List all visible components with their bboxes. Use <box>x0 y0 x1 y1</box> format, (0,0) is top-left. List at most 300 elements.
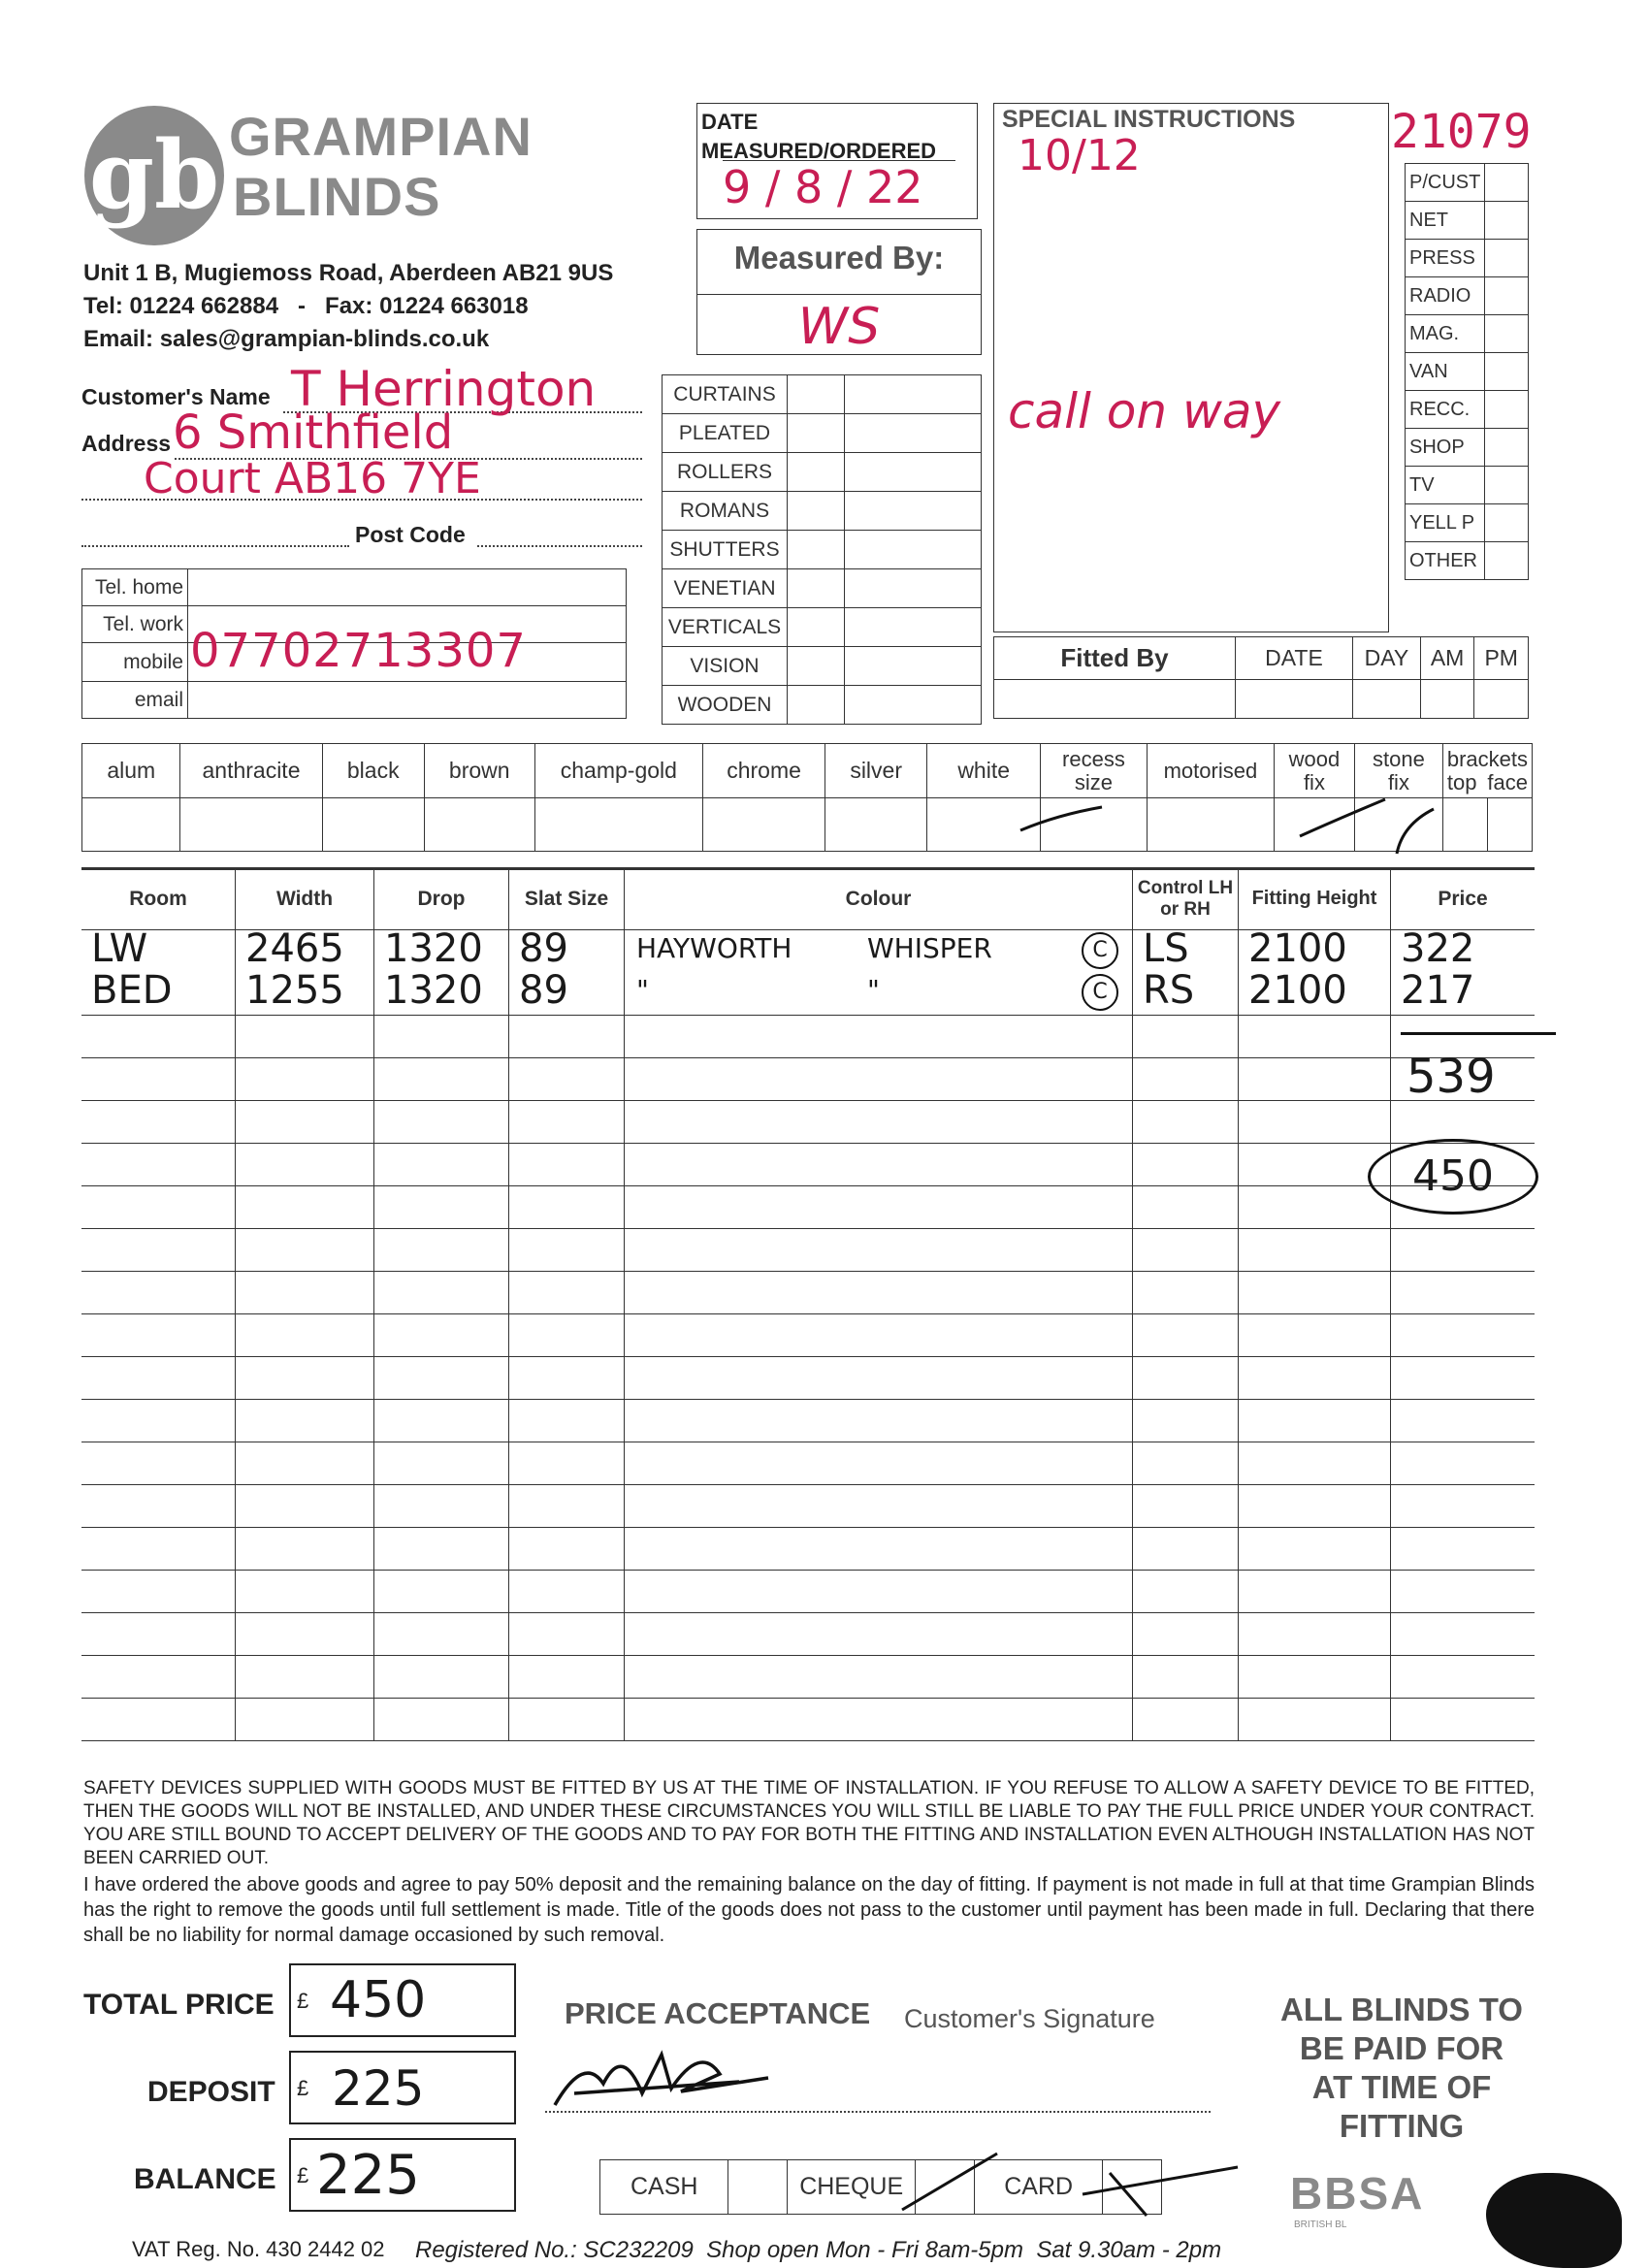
table-row <box>81 1698 1535 1740</box>
colour-option-checkbox[interactable] <box>824 798 926 852</box>
cell-control[interactable] <box>1133 925 1239 972</box>
fitted-date-label: DATE <box>1236 637 1353 680</box>
cell-width[interactable] <box>236 1100 374 1143</box>
cell-slat[interactable] <box>509 1399 625 1442</box>
special-instructions-date[interactable]: 10/12 <box>1018 131 1141 180</box>
email-field[interactable] <box>188 682 627 719</box>
cell-drop[interactable] <box>374 925 509 972</box>
cell-control[interactable] <box>1133 1143 1239 1185</box>
room-value: BED <box>91 968 173 1013</box>
table-row <box>81 1143 1535 1185</box>
cell-drop[interactable] <box>374 1057 509 1100</box>
source-code-label: TV <box>1406 467 1485 504</box>
product-type-qty[interactable] <box>788 608 845 647</box>
source-code-row <box>1406 467 1529 504</box>
cell-room[interactable] <box>81 1442 236 1484</box>
cell-colour[interactable] <box>625 1015 1133 1057</box>
deposit-label: DEPOSIT <box>147 2076 275 2108</box>
cell-slat[interactable] <box>509 1570 625 1612</box>
cell-slat[interactable] <box>509 1271 625 1313</box>
cell-control[interactable] <box>1133 1612 1239 1655</box>
fitted-day-field[interactable] <box>1353 680 1421 719</box>
drop-value: 1320 <box>384 968 483 1013</box>
notice-line4: FITTING <box>1339 2108 1465 2144</box>
cell-price[interactable] <box>1391 925 1536 972</box>
product-type-qty[interactable] <box>788 453 845 492</box>
colour-option-silver: silver <box>824 744 926 798</box>
cell-colour[interactable] <box>625 929 1133 972</box>
product-type-row <box>663 492 982 531</box>
cell-control[interactable] <box>1133 1100 1239 1143</box>
cell-slat[interactable] <box>509 1228 625 1271</box>
brackets-top-label: top <box>1446 769 1477 794</box>
balance-label: BALANCE <box>134 2163 276 2195</box>
cell-width[interactable] <box>236 1527 374 1570</box>
fitted-by-field[interactable] <box>994 680 1236 719</box>
cell-colour[interactable] <box>625 1271 1133 1313</box>
table-row <box>81 1100 1535 1143</box>
cell-width[interactable] <box>236 1399 374 1442</box>
customer-signature[interactable] <box>545 2035 778 2122</box>
address-value-line2[interactable]: Court AB16 7YE <box>144 454 481 503</box>
cell-drop[interactable] <box>374 1484 509 1527</box>
cell-price[interactable] <box>1391 1228 1536 1271</box>
colour-option-checkbox[interactable] <box>424 798 534 852</box>
cell-fitting[interactable] <box>1239 925 1391 972</box>
product-type-qty[interactable] <box>788 569 845 608</box>
fitted-pm-field[interactable] <box>1474 680 1529 719</box>
recess-size-option-checkbox[interactable] <box>1040 798 1147 852</box>
source-code-checkbox[interactable] <box>1485 542 1529 580</box>
table-row <box>81 1356 1535 1399</box>
cell-drop[interactable] <box>374 1143 509 1185</box>
balance-value: 225 <box>316 2144 420 2207</box>
cell-room[interactable] <box>81 1612 236 1655</box>
cell-control[interactable] <box>1133 1655 1239 1698</box>
source-code-label: VAN <box>1406 353 1485 391</box>
cell-price[interactable] <box>1391 1655 1536 1698</box>
source-code-row <box>1406 429 1529 467</box>
cheque-checkbox[interactable] <box>916 2160 975 2215</box>
cell-control[interactable] <box>1133 1228 1239 1271</box>
cell-colour[interactable] <box>625 1185 1133 1228</box>
postcode-line-left <box>81 545 349 547</box>
col-room: Room <box>81 869 236 929</box>
mobile-value: 07702713307 <box>190 624 527 678</box>
cell-drop[interactable] <box>374 1228 509 1271</box>
cell-fitting[interactable] <box>1239 1313 1391 1356</box>
cash-checkbox[interactable] <box>728 2160 788 2215</box>
product-type-qty[interactable] <box>788 686 845 725</box>
cell-control[interactable] <box>1133 1356 1239 1399</box>
table-row <box>81 972 1535 1015</box>
col-control: Control LH or RH <box>1133 869 1239 929</box>
cell-price[interactable] <box>1391 1100 1536 1143</box>
product-type-notes[interactable] <box>845 414 982 453</box>
fitting-value: 2100 <box>1248 968 1347 1013</box>
cell-colour[interactable] <box>625 1442 1133 1484</box>
card-checkbox[interactable] <box>1103 2160 1162 2215</box>
product-type-notes[interactable] <box>845 492 982 531</box>
cell-price[interactable] <box>1391 1313 1536 1356</box>
cell-room[interactable] <box>81 1484 236 1527</box>
cell-room[interactable] <box>81 1100 236 1143</box>
cell-fitting[interactable] <box>1239 1356 1391 1399</box>
source-code-row <box>1406 277 1529 315</box>
cell-slat[interactable] <box>509 1313 625 1356</box>
table-row <box>81 1015 1535 1057</box>
cell-fitting[interactable] <box>1239 968 1391 1015</box>
cell-price[interactable] <box>1391 1484 1536 1527</box>
cell-drop[interactable] <box>374 1100 509 1143</box>
colour-option-white: white <box>927 744 1041 798</box>
product-type-label: CURTAINS <box>663 375 788 414</box>
date-box <box>696 103 978 219</box>
bracket-face-checkbox[interactable] <box>1488 798 1532 851</box>
subtotal-rule <box>1401 1032 1556 1035</box>
cell-slat[interactable] <box>509 1527 625 1570</box>
cell-colour[interactable] <box>625 1527 1133 1570</box>
brackets-checkbox[interactable] <box>1442 798 1532 852</box>
colour-option-checkbox[interactable] <box>180 798 322 852</box>
address-value-line1[interactable]: 6 Smithfield <box>173 405 454 460</box>
table-row <box>81 1527 1535 1570</box>
product-type-qty[interactable] <box>788 375 845 414</box>
cell-room[interactable] <box>81 1655 236 1698</box>
product-type-notes[interactable] <box>845 375 982 414</box>
company-name-line2: BLINDS <box>233 166 441 227</box>
cash-label: CASH <box>600 2160 728 2215</box>
cell-drop[interactable] <box>374 1015 509 1057</box>
cell-fitting[interactable] <box>1239 1271 1391 1313</box>
cell-fitting[interactable] <box>1239 1185 1391 1228</box>
product-type-row <box>663 608 982 647</box>
source-code-checkbox[interactable] <box>1485 353 1529 391</box>
cell-room[interactable] <box>81 1143 236 1185</box>
colour-option-checkbox[interactable] <box>703 798 825 852</box>
date-value[interactable]: 9 / 8 / 22 <box>723 160 955 213</box>
cell-slat[interactable] <box>509 1698 625 1740</box>
cell-drop[interactable] <box>374 1698 509 1740</box>
cell-slat[interactable] <box>509 1015 625 1057</box>
source-code-checkbox[interactable] <box>1485 504 1529 542</box>
cell-width[interactable] <box>236 1228 374 1271</box>
cell-price[interactable] <box>1391 1399 1536 1442</box>
cell-control[interactable] <box>1133 1399 1239 1442</box>
source-code-row <box>1406 164 1529 202</box>
drop-value: 1320 <box>384 925 483 971</box>
product-type-notes[interactable] <box>845 531 982 569</box>
cell-slat[interactable] <box>509 1442 625 1484</box>
cell-fitting[interactable] <box>1239 1655 1391 1698</box>
cell-width[interactable] <box>236 1484 374 1527</box>
colour-option-checkbox[interactable] <box>82 798 180 852</box>
colour-mark-circled: C <box>1082 932 1118 969</box>
table-row <box>81 1484 1535 1527</box>
total-price-box[interactable] <box>289 1963 516 2037</box>
cell-width[interactable] <box>236 1057 374 1100</box>
cell-room[interactable] <box>81 1185 236 1228</box>
cell-colour[interactable] <box>625 1399 1133 1442</box>
brackets-sub-labels <box>1447 771 1528 794</box>
fitting-value: 2100 <box>1248 925 1347 971</box>
fitted-pm-label: PM <box>1474 637 1529 680</box>
cell-slat[interactable] <box>509 1185 625 1228</box>
colour-option-anthracite: anthracite <box>180 744 322 798</box>
cell-drop[interactable] <box>374 1399 509 1442</box>
colour-mark-circled: C <box>1082 974 1118 1011</box>
cell-control[interactable] <box>1133 1570 1239 1612</box>
cell-room[interactable] <box>81 1057 236 1100</box>
payment-methods-table <box>599 2159 1162 2215</box>
cell-control[interactable] <box>1133 1015 1239 1057</box>
cell-colour[interactable] <box>625 1228 1133 1271</box>
cell-colour[interactable] <box>625 1100 1133 1143</box>
source-code-checkbox[interactable] <box>1485 429 1529 467</box>
cell-drop[interactable] <box>374 1271 509 1313</box>
cell-drop[interactable] <box>374 1356 509 1399</box>
cell-price[interactable] <box>1391 1527 1536 1570</box>
cell-colour[interactable] <box>625 1313 1133 1356</box>
cell-room[interactable] <box>81 1527 236 1570</box>
cell-room[interactable] <box>81 1015 236 1057</box>
product-type-label: VENETIAN <box>663 569 788 608</box>
cell-colour[interactable] <box>625 1057 1133 1100</box>
cell-width[interactable] <box>236 1271 374 1313</box>
cell-width[interactable] <box>236 1185 374 1228</box>
bbsa-caption: BRITISH BL <box>1294 2219 1347 2230</box>
colour-value-a: " <box>636 974 649 1006</box>
product-type-label: ROMANS <box>663 492 788 531</box>
cell-room[interactable] <box>81 1356 236 1399</box>
colour-option-checkbox[interactable] <box>534 798 703 852</box>
control-value: RS <box>1143 968 1195 1013</box>
product-type-qty[interactable] <box>788 531 845 569</box>
fitted-am-field[interactable] <box>1420 680 1474 719</box>
cell-control[interactable] <box>1133 1442 1239 1484</box>
product-type-qty[interactable] <box>788 492 845 531</box>
special-instructions-note[interactable]: call on way <box>1008 383 1281 439</box>
postcode-label: Post Code <box>355 522 466 547</box>
cell-fitting[interactable] <box>1239 1442 1391 1484</box>
balance-box[interactable] <box>289 2138 516 2212</box>
customer-name-label: Customer's Name <box>81 384 271 409</box>
cell-slat[interactable] <box>509 1612 625 1655</box>
cell-room[interactable] <box>81 1399 236 1442</box>
cell-width[interactable] <box>236 1442 374 1484</box>
cell-fitting[interactable] <box>1239 1399 1391 1442</box>
source-code-label: NET <box>1406 202 1485 240</box>
product-type-notes[interactable] <box>845 608 982 647</box>
stone-fix-option-checkbox[interactable] <box>1355 798 1443 852</box>
price-value: 322 <box>1401 925 1475 971</box>
colour-option-checkbox[interactable] <box>927 798 1041 852</box>
cell-width[interactable] <box>236 925 374 972</box>
cell-drop[interactable] <box>374 1612 509 1655</box>
cell-slat[interactable] <box>509 925 625 972</box>
cell-control[interactable] <box>1133 1698 1239 1740</box>
source-code-checkbox[interactable] <box>1485 202 1529 240</box>
cell-control[interactable] <box>1133 968 1239 1015</box>
cell-room[interactable] <box>81 968 236 1015</box>
motorised-option-checkbox[interactable] <box>1147 798 1274 852</box>
cell-fitting[interactable] <box>1239 1698 1391 1740</box>
fitted-date-field[interactable] <box>1236 680 1353 719</box>
cell-price[interactable] <box>1391 1698 1536 1740</box>
measured-by-value[interactable]: WS <box>797 298 881 356</box>
cell-control[interactable] <box>1133 1185 1239 1228</box>
cell-fitting[interactable] <box>1239 1527 1391 1570</box>
total-currency: £ <box>297 1989 309 2013</box>
product-type-label: WOODEN <box>663 686 788 725</box>
cell-width[interactable] <box>236 1313 374 1356</box>
cell-room[interactable] <box>81 1698 236 1740</box>
cell-fitting[interactable] <box>1239 1570 1391 1612</box>
cell-price[interactable] <box>1391 1356 1536 1399</box>
width-value: 1255 <box>245 968 344 1013</box>
source-code-checkbox[interactable] <box>1485 164 1529 202</box>
cell-slat[interactable] <box>509 1100 625 1143</box>
tel-home-field[interactable] <box>188 569 627 606</box>
source-code-label: YELL P <box>1406 504 1485 542</box>
cell-price[interactable] <box>1391 1442 1536 1484</box>
cell-price[interactable] <box>1391 1612 1536 1655</box>
total-price-value: 450 <box>330 1971 427 2029</box>
product-type-notes[interactable] <box>845 686 982 725</box>
colour-value-b: " <box>867 974 880 1006</box>
product-type-qty[interactable] <box>788 414 845 453</box>
cell-control[interactable] <box>1133 1484 1239 1527</box>
cell-price[interactable] <box>1391 1271 1536 1313</box>
cell-room[interactable] <box>81 1271 236 1313</box>
cell-width[interactable] <box>236 1015 374 1057</box>
deposit-currency: £ <box>297 2076 309 2100</box>
deposit-value: 225 <box>332 2060 425 2117</box>
source-code-row <box>1406 504 1529 542</box>
cell-slat[interactable] <box>509 1143 625 1185</box>
cell-slat[interactable] <box>509 1484 625 1527</box>
cell-width[interactable] <box>236 1655 374 1698</box>
product-type-notes[interactable] <box>845 647 982 686</box>
cell-control[interactable] <box>1133 1271 1239 1313</box>
source-code-checkbox[interactable] <box>1485 315 1529 353</box>
source-code-checkbox[interactable] <box>1485 467 1529 504</box>
cell-slat[interactable] <box>509 1356 625 1399</box>
table-row <box>81 1271 1535 1313</box>
cell-fitting[interactable] <box>1239 1228 1391 1271</box>
fitted-by-table <box>993 636 1529 719</box>
cell-drop[interactable] <box>374 1442 509 1484</box>
product-type-label: VISION <box>663 647 788 686</box>
product-type-notes[interactable] <box>845 453 982 492</box>
col-width: Width <box>236 869 374 929</box>
subtotal-value[interactable]: 539 <box>1406 1050 1496 1104</box>
cell-slat[interactable] <box>509 968 625 1015</box>
cell-fitting[interactable] <box>1239 1057 1391 1100</box>
cell-colour[interactable] <box>625 1570 1133 1612</box>
colour-option-checkbox[interactable] <box>322 798 424 852</box>
source-code-checkbox[interactable] <box>1485 240 1529 277</box>
postcode-line-right <box>477 545 642 547</box>
slat-value: 89 <box>519 968 568 1013</box>
cell-slat[interactable] <box>509 1655 625 1698</box>
cell-drop[interactable] <box>374 1527 509 1570</box>
cell-colour[interactable] <box>625 1484 1133 1527</box>
product-type-notes[interactable] <box>845 569 982 608</box>
fitted-day-label: DAY <box>1353 637 1421 680</box>
cell-colour[interactable] <box>625 1698 1133 1740</box>
cell-room[interactable] <box>81 925 236 972</box>
cell-width[interactable] <box>236 1570 374 1612</box>
cell-drop[interactable] <box>374 968 509 1015</box>
source-code-checkbox[interactable] <box>1485 391 1529 429</box>
fitted-by-label: Fitted By <box>994 637 1236 680</box>
cell-fitting[interactable] <box>1239 1612 1391 1655</box>
cell-width[interactable] <box>236 968 374 1015</box>
cell-colour[interactable] <box>625 1655 1133 1698</box>
cell-colour[interactable] <box>625 1612 1133 1655</box>
bracket-top-checkbox[interactable] <box>1443 798 1488 851</box>
cell-colour[interactable] <box>625 1143 1133 1185</box>
cell-colour[interactable] <box>625 1356 1133 1399</box>
cell-slat[interactable] <box>509 1057 625 1100</box>
cell-drop[interactable] <box>374 1655 509 1698</box>
source-code-checkbox[interactable] <box>1485 277 1529 315</box>
source-code-label: MAG. <box>1406 315 1485 353</box>
cell-control[interactable] <box>1133 1057 1239 1100</box>
options-table <box>81 743 1533 852</box>
cell-drop[interactable] <box>374 1313 509 1356</box>
date-label-line1: DATE <box>701 110 759 134</box>
product-type-qty[interactable] <box>788 647 845 686</box>
agreed-price-value[interactable]: 450 <box>1368 1139 1538 1215</box>
cell-width[interactable] <box>236 1698 374 1740</box>
price-value: 217 <box>1401 968 1475 1013</box>
mobile-field[interactable] <box>188 624 627 682</box>
colour-option-black: black <box>322 744 424 798</box>
slat-value: 89 <box>519 925 568 971</box>
product-type-label: VERTICALS <box>663 608 788 647</box>
date-label-line2: MEASURED/ORDERED <box>701 139 937 163</box>
cell-room[interactable] <box>81 1313 236 1356</box>
brackets-face-label: face <box>1487 769 1528 794</box>
cell-width[interactable] <box>236 1356 374 1399</box>
col-price: Price <box>1391 869 1536 929</box>
col-drop: Drop <box>374 869 509 929</box>
cell-price[interactable] <box>1391 1570 1536 1612</box>
cell-price[interactable] <box>1391 968 1536 1015</box>
brackets-label: brackets <box>1446 746 1528 771</box>
deposit-box[interactable] <box>289 2051 516 2124</box>
cell-width[interactable] <box>236 1612 374 1655</box>
cell-colour[interactable] <box>625 972 1133 1015</box>
cell-drop[interactable] <box>374 1570 509 1612</box>
cell-width[interactable] <box>236 1143 374 1185</box>
cell-control[interactable] <box>1133 1527 1239 1570</box>
cell-fitting[interactable] <box>1239 1015 1391 1057</box>
table-row <box>81 1655 1535 1698</box>
wood-fix-option-checkbox[interactable] <box>1274 798 1354 852</box>
cell-drop[interactable] <box>374 1185 509 1228</box>
cell-room[interactable] <box>81 1570 236 1612</box>
address-label: Address <box>81 431 172 456</box>
customer-name-value[interactable]: T Herrington <box>291 361 597 417</box>
cell-room[interactable] <box>81 1228 236 1271</box>
cell-fitting[interactable] <box>1239 1100 1391 1143</box>
cell-fitting[interactable] <box>1239 1484 1391 1527</box>
logo-circle-icon <box>81 103 227 248</box>
cell-control[interactable] <box>1133 1313 1239 1356</box>
